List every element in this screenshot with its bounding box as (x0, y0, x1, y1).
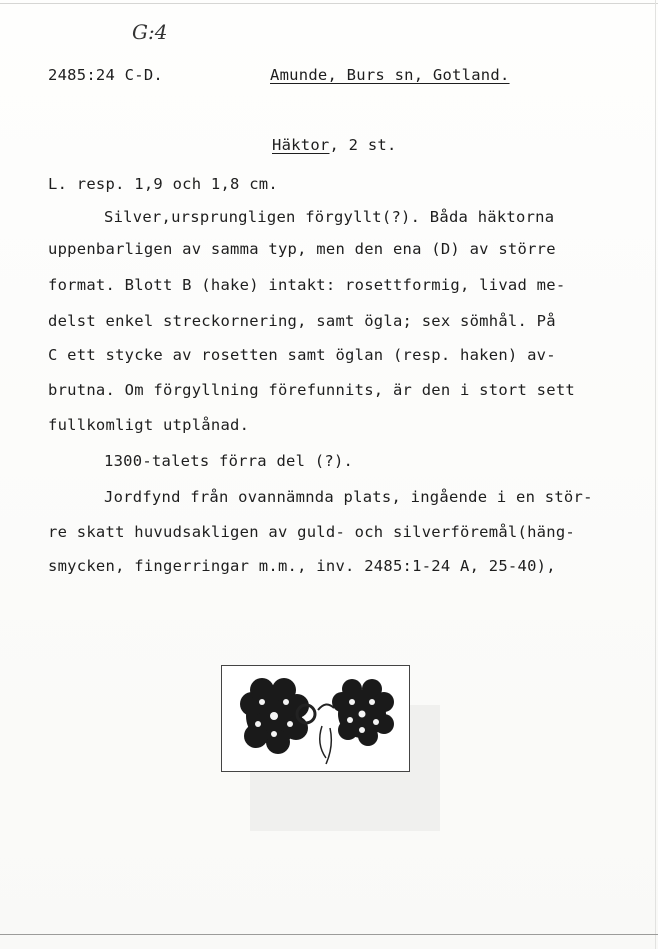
body-line: 1300-talets förra del (?). (104, 452, 354, 470)
body-line: C ett stycke av rosetten samt öglan (resp. haken) av- (48, 346, 556, 364)
inventory-number: 2485:24 C-D. (48, 66, 163, 84)
body-line: fullkomligt utplånad. (48, 416, 250, 434)
card-right-edge (655, 0, 656, 949)
body-line: Silver,ursprungligen förgyllt(?). Båda häktorna (104, 208, 555, 226)
card-bottom-edge (0, 934, 658, 935)
body-line: L. resp. 1,9 och 1,8 cm. (48, 175, 278, 193)
body-line: brutna. Om förgyllning förefunnits, är den i stort sett (48, 381, 575, 399)
body-line: uppenbarligen av samma typ, men den ena (D) av större (48, 240, 556, 258)
hook-pair-illustration (222, 666, 409, 771)
rosette-right (332, 679, 394, 746)
object-count: , 2 st. (329, 136, 397, 154)
object-title: Häktor (272, 136, 330, 154)
card-top-edge (0, 3, 658, 4)
body-line: re skatt huvudsakligen av guld- och silverföremål(häng- (48, 523, 575, 541)
object-heading (272, 136, 397, 154)
body-line: delst enkel streckornering, samt ögla; sex sömhål. På (48, 312, 556, 330)
handwritten-note: G:4 (132, 20, 168, 44)
find-location: Amunde, Burs sn, Gotland. (270, 66, 510, 84)
body-line: Jordfynd från ovannämnda plats, ingående i en stör- (104, 488, 593, 506)
body-line: smycken, fingerringar m.m., inv. 2485:1-24 A, 25-40), (48, 557, 556, 575)
body-line: format. Blott B (hake) intakt: rosettformig, livad me- (48, 276, 566, 294)
object-photo (221, 665, 410, 772)
